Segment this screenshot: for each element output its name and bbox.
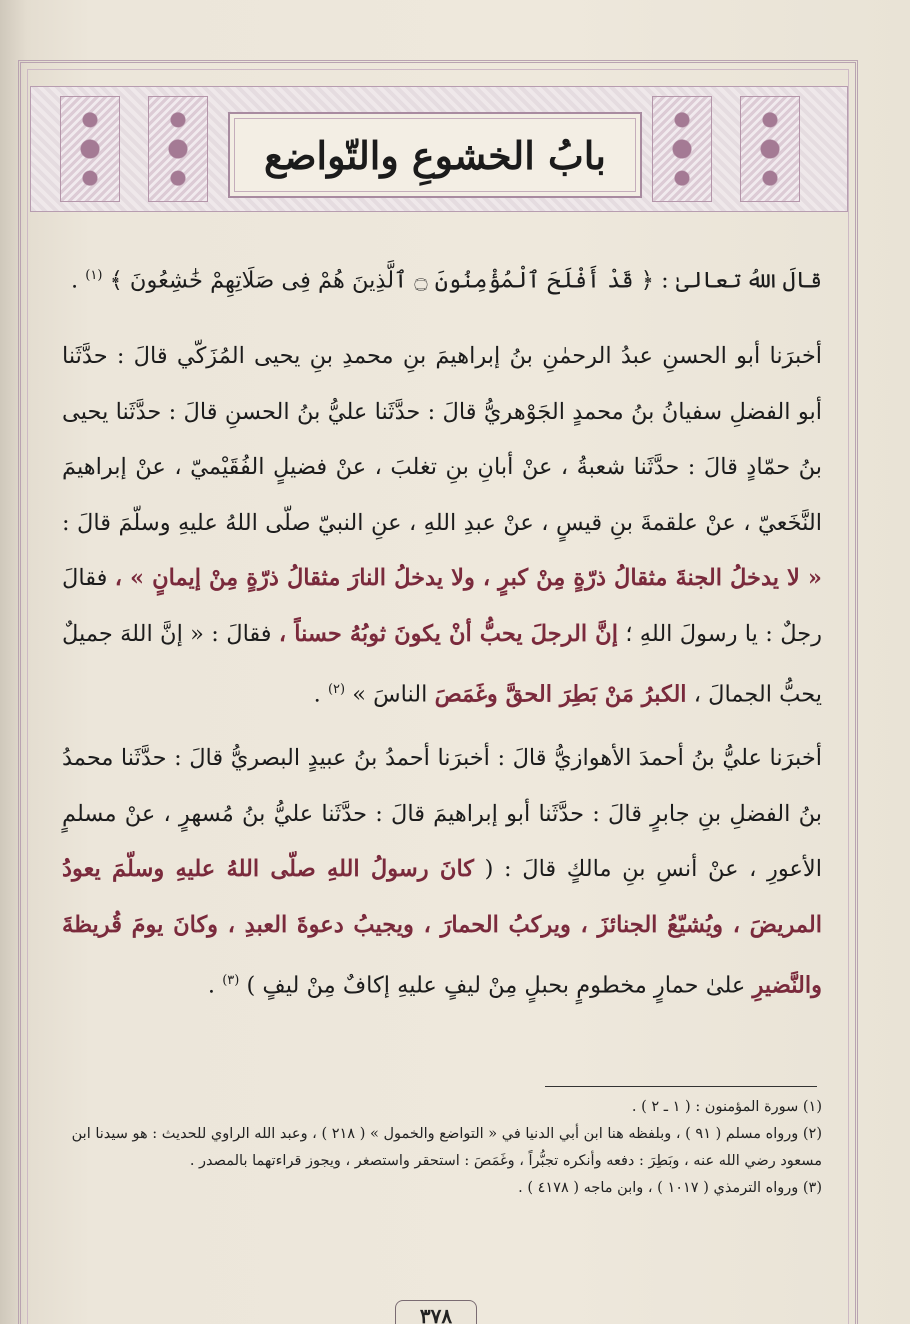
footnote-3: (٣) ورواه الترمذي ( ١٠١٧ ) ، وابن ماجه ( ٤١٧٨ ) . (518, 1180, 822, 1196)
ornament-panel-left-2 (740, 96, 800, 202)
verse-paragraph: قالَ اللهُ تعالىٰ : ﴿ قَدْ أَفْلَحَ ٱلْمُؤْمِنُونَ ۝ ٱلَّذِينَ هُمْ فِى صَلَاتِهِمْ خَٰشِعُونَ ﴾ $^{(١)}$ . (70, 267, 822, 294)
footnote-ref-1: (١) (85, 268, 103, 283)
footnote-1: (١) سورة المؤمنون : ( ١ ـ ٢ ) . (631, 1099, 822, 1115)
chapter-title-box (228, 112, 642, 198)
hadith-2-paragraph: أخبرَنا عليُّ بنُ أحمدَ الأهوازيُّ قالَ : أخبرَنا أحمدُ بنُ عبيدٍ البصريُّ قالَ : حدَّثَنا محمدُ بنُ الفضلِ بنِ جابرٍ قالَ : حدَّثَنا أبو إبراهيمَ قالَ : حدَّثَنا عليُّ بنُ مُسهرٍ ، عنْ مسلمٍ الأعورِ ، عنْ أنسِ بنِ مالكٍ قالَ : ( كانَ رسولُ اللهِ صلّى اللهُ عليهِ وسلّمَ يعودُ المريضَ ، ويُشيّعُ الجنائزَ ، ويركبُ الحمارَ ، ويجيبُ دعوةَ العبدِ ، وكانَ يومَ قُريظةَ والنَّضيرِ علىٰ حمارٍ مخطومٍ بحبلٍ مِنْ ليفٍ عليهِ إكافٌ مِنْ ليفٍ ) $^{(٣)}$ . (62, 745, 822, 999)
quran-verse: ﴿ قَدْ أَفْلَحَ ٱلْمُؤْمِنُونَ ۝ ٱلَّذِينَ هُمْ فِى صَلَاتِهِمْ خَٰشِعُونَ ﴾ (109, 267, 654, 294)
hadith-1-quote-2: إنَّ الرجلَ يحبُّ أنْ يكونَ ثوبُهُ حسناً ، (278, 620, 618, 647)
ornament-panel-left-1 (652, 96, 712, 202)
hadith-1-paragraph: أخبرَنا أبو الحسنِ عبدُ الرحمٰنِ بنُ إبراهيمَ بنِ محمدِ بنِ يحيى المُزَكّي قالَ : حدَّثَنا أبو الفضلِ سفيانُ بنُ محمدٍ الجَوْهريُّ قالَ : حدَّثَنا عليُّ بنُ الحسنِ قالَ : حدَّثَنا يحيى بنُ حمّادٍ قالَ : حدَّثَنا شعبةُ ، عنْ أبانِ بنِ تغلبَ ، عنْ فضيلٍ الفُقَيْميّ ، عنْ إبراهيمَ النَّخَعيّ ، عنْ علقمةَ بنِ قيسٍ ، عنْ عبدِ اللهِ ، عنِ النبيّ صلّى اللهُ عليهِ وسلّمَ قالَ : « لا يدخلُ الجنةَ مثقالُ ذرّةٍ مِنْ كبرٍ ، ولا يدخلُ النارَ مثقالُ ذرّةٍ مِنْ إيمانٍ » ، فقالَ رجلٌ : يا رسولَ اللهِ ؛ إنَّ الرجلَ يحبُّ أنْ يكونَ ثوبُهُ حسناً ، فقالَ : « إنَّ اللهَ جميلٌ يحبُّ الجمالَ ، الكبرُ مَنْ بَطِرَ الحقَّ وغَمَصَ الناسَ » $^{(٢)}$ . (62, 343, 823, 708)
hadith-2-text: كانَ رسولُ اللهِ صلّى اللهُ عليهِ وسلّمَ يعودُ المريضَ ، ويُشيّعُ الجنائزَ ، ويركبُ الحمارَ ، ويجيبُ دعوةَ العبدِ ، وكانَ يومَ قُريظةَ والنَّضيرِ (62, 856, 822, 999)
ornament-panel-right-2 (148, 96, 208, 202)
footnote-ref-3: (٣) (222, 973, 240, 988)
hadith-1-quote-1: « لا يدخلُ الجنةَ مثقالُ ذرّةٍ مِنْ كبرٍ ، ولا يدخلُ النارَ مثقالُ ذرّةٍ مِنْ إيمانٍ » ، (114, 565, 822, 591)
footnotes (62, 1094, 822, 1202)
hadith-2-chain: أخبرَنا عليُّ بنُ أحمدَ الأهوازيُّ قالَ : أخبرَنا أحمدُ بنُ عبيدٍ البصريُّ قالَ : حدَّثَنا محمدُ بنُ الفضلِ بنِ جابرٍ قالَ : حدَّثَنا أبو إبراهيمَ قالَ : حدَّثَنا عليُّ بنُ مُسهرٍ ، عنْ مسلمٍ الأعورِ ، عنْ أنسِ بنِ مالكٍ قالَ : ( (62, 745, 822, 882)
hadith-1-chain: أخبرَنا أبو الحسنِ عبدُ الرحمٰنِ بنُ إبراهيمَ بنِ محمدِ بنِ يحيى المُزَكّي قالَ : حدَّثَنا أبو الفضلِ سفيانُ بنُ محمدٍ الجَوْهريُّ قالَ : حدَّثَنا عليُّ بنُ الحسنِ قالَ : حدَّثَنا يحيى بنُ حمّادٍ قالَ : حدَّثَنا شعبةُ ، عنْ أبانِ بنِ تغلبَ ، عنْ فضيلٍ الفُقَيْميّ ، عنْ إبراهيمَ النَّخَعيّ ، عنْ علقمةَ بنِ قيسٍ ، عنْ عبدِ اللهِ ، عنِ النبيّ صلّى اللهُ عليهِ وسلّمَ قالَ : (62, 343, 822, 536)
hadith-1-quote-3: الكبرُ مَنْ بَطِرَ الحقَّ وغَمَصَ (434, 681, 687, 708)
page-number: ٣٧٨ (395, 1300, 477, 1324)
ornament-panel-right-1 (60, 96, 120, 202)
footnote-2: (٢) ورواه مسلم ( ٩١ ) ، وبلفظه هنا ابن أبي الدنيا في « التواضع والخمول » ( ٢١٨ ) ، وعبد الله الراوي للحديث : هو سيدنا ابن مسعود رضي الله عنه ، وبَطِرَ : دفعه وأنكره تجبُّراً ، وغَمَصَ : استحقر واستصغر ، ويجوز قراءتهما بالمصدر . (71, 1126, 822, 1169)
footnote-divider (545, 1086, 817, 1087)
footnote-ref-2: (٢) (327, 682, 346, 697)
chapter-title: بابُ الخشوعِ والتّواضع (264, 132, 606, 178)
main-text (62, 248, 822, 1014)
